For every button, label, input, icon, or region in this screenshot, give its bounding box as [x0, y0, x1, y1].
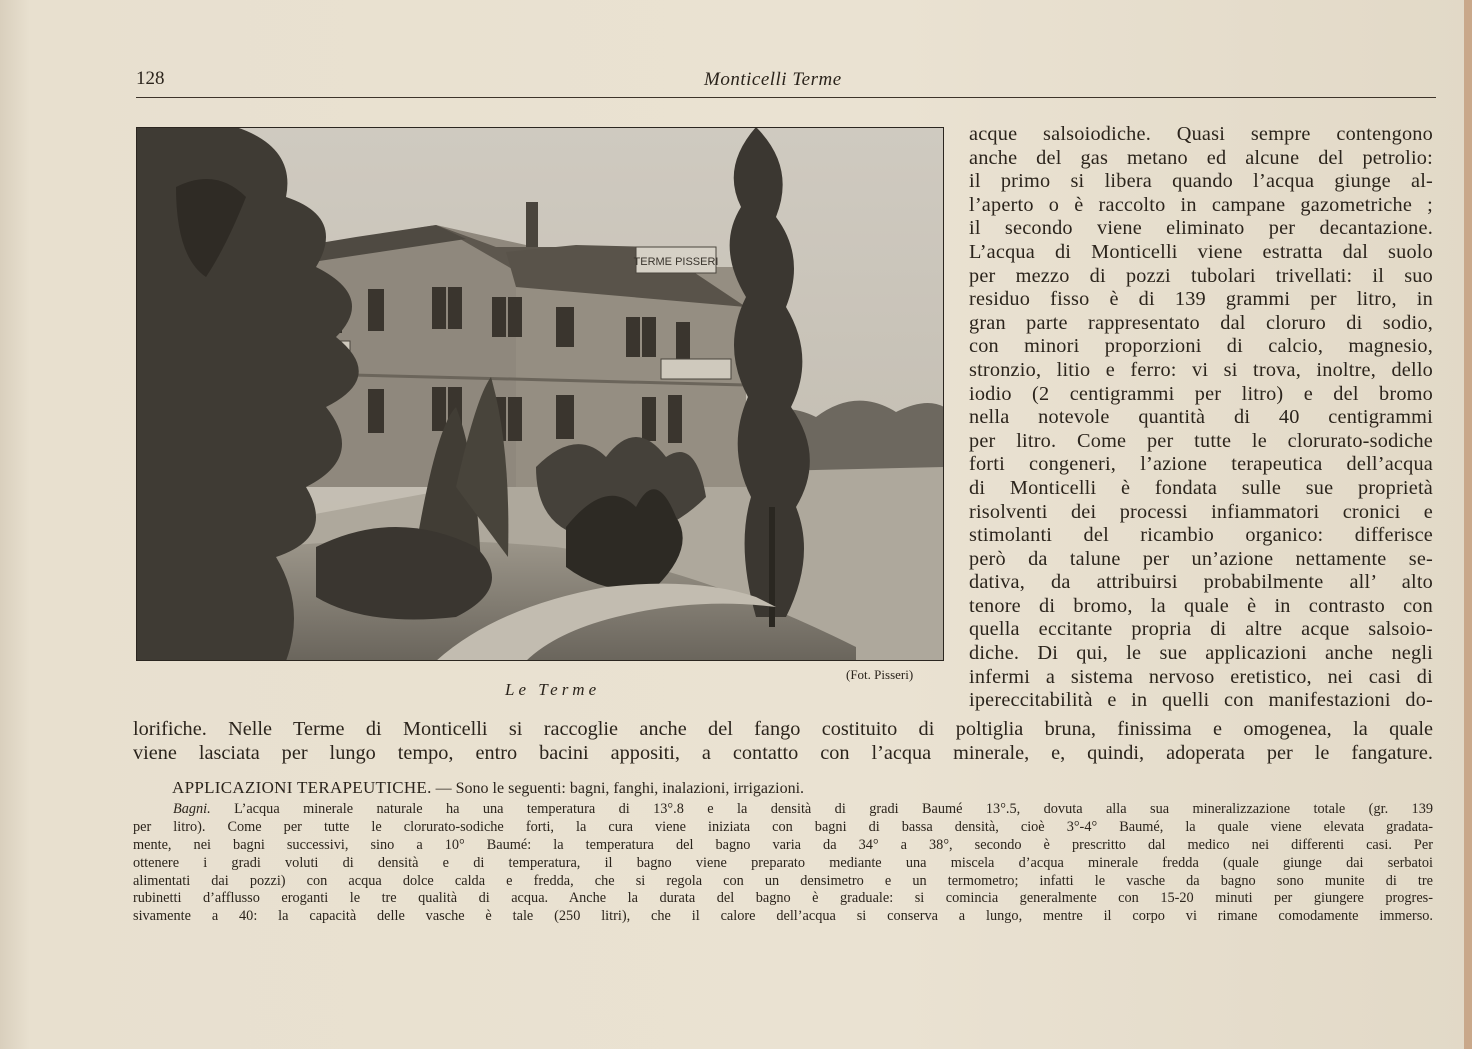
column-line: nella notevole quantità di 40 centigrammi — [969, 406, 1433, 429]
column-line: acque salsoiodiche. Quasi sempre contengono — [969, 123, 1433, 145]
applications-line — [172, 778, 804, 798]
column-line: diche. Di qui, le sue applicazioni anche negli — [969, 642, 1433, 665]
column-line: risolventi dei processi infiammatori cronici e — [969, 500, 1433, 523]
bagni-line: alimentati dai pozzi) con acqua dolce calda e fredda, che si regola con un densimetro e un termometro; infatti le vasche da bagno sono munite di tre — [133, 872, 1433, 889]
column-line: iodio (2 centigrammi per litro) e del bromo — [969, 382, 1433, 405]
column-line: quella eccitante propria di altre acque salsoio- — [969, 618, 1433, 641]
page-number: 128 — [136, 68, 165, 89]
column-line: però da talune per un’azione nettamente se- — [969, 547, 1433, 570]
column-line: per mezzo di pozzi tubolari trivellati: il suo — [969, 264, 1433, 287]
column-line: per litro. Come per tutte le clorurato-sodiche — [969, 429, 1433, 452]
column-line: anche del gas metano ed alcune del petrolio: — [969, 146, 1433, 169]
column-line: il primo si libera quando l’acqua giunge al- — [969, 170, 1433, 193]
column-line: il secondo viene eliminato per decantazione. — [969, 217, 1433, 240]
full-width-paragraph — [133, 718, 1433, 765]
column-line: infermi a sistema nervoso eretistico, nei casi di — [969, 665, 1433, 688]
building-sign — [634, 247, 719, 273]
body-column — [969, 123, 1433, 713]
paragraph-line: viene lasciata per lungo tempo, entro bacini appositi, a contatto con l’acqua minerale, e, quindi, adoperata per le fangature. — [133, 741, 1433, 764]
column-line: stimolanti del ricambio organico: differisce — [969, 524, 1433, 547]
column-line: dativa, da attribuirsi probabilmente all’ alto — [969, 571, 1433, 594]
applications-heading: APPLICAZIONI TERAPEUTICHE. — [172, 778, 432, 797]
column-line: residuo fisso è di 139 grammi per litro, in — [969, 288, 1433, 311]
bagni-line: rubinetti d’afflusso eroganti le tre qualità di acqua. Anche la durata del bagno è graduale: si comincia generalmente con 15-20 minuti per giungere progres- — [133, 890, 1433, 907]
running-title: Monticelli Terme — [704, 69, 842, 90]
page-header — [136, 68, 1436, 98]
bagni-first-line — [133, 801, 1433, 819]
column-line: L’acqua di Monticelli viene estratta dal suolo — [969, 240, 1433, 263]
paragraph-line: lorifiche. Nelle Terme di Monticelli si raccoglie anche del fango costituito di poltiglia bruna, finissima e omogenea, la quale — [133, 718, 1433, 740]
bagni-line: ottenere i gradi voluti di densità e di temperatura, il bagno viene preparato mediante una miscela d’acqua minerale fredda (quale giunge dai serbatoi — [133, 854, 1433, 871]
bagni-line: sivamente a 40: la capacità delle vasche è tale (250 litri), che il calore dell’acqua si conserva a lungo, mentre il corpo vi rimane comodamente immerso. — [133, 908, 1433, 925]
column-line: di Monticelli è fondata sulle sue proprietà — [969, 476, 1433, 499]
bagni-line: per litro). Come per tutte le clorurato-sodiche forti, la cura viene iniziata con bagni di bassa densità, cioè 3°-4° Baumé, la quale viene elevata gradata- — [133, 818, 1433, 835]
column-line: con minori proporzioni di calcio, magnesio, — [969, 335, 1433, 358]
column-line: tenore di bromo, la quale è in contrasto con — [969, 594, 1433, 617]
photo-terme — [136, 127, 944, 661]
photo-caption: Le Terme — [505, 680, 601, 699]
applications-text: — Sono le seguenti: bagni, fanghi, inalazioni, irrigazioni. — [435, 780, 805, 797]
column-line: l’aperto o è raccolto in campane gazometriche ; — [969, 193, 1433, 216]
column-line: gran parte rappresentato dal cloruro di sodio, — [969, 311, 1433, 334]
column-line: forti congeneri, l’azione terapeutica dell’acqua — [969, 453, 1433, 476]
page-edge — [1464, 0, 1472, 1049]
sign-text: TERME PISSERI — [633, 256, 719, 268]
bagni-line: mente, nei bagni successivi, sino a 10° Baumé: la temperatura del bagno varia da 34° a 38°, secondo è prescritto dal medico nei differenti casi. Per — [133, 836, 1433, 853]
bagni-paragraph — [133, 801, 1433, 926]
column-line: ipereccitabilità e in quelli con manifestazioni do- — [969, 689, 1433, 712]
bagni-label: Bagni. — [173, 801, 211, 817]
photo-credit: (Fot. Pisseri) — [846, 667, 914, 682]
chimney — [526, 202, 538, 247]
header-rule — [136, 97, 1436, 98]
photo-illustration — [136, 127, 944, 661]
column-line: stronzio, litio e ferro: vi si trova, inoltre, dello — [969, 358, 1433, 381]
bagni-first-text: L’acqua minerale naturale ha una temperatura di 13°.8 e la densità di gradi Baumé 13°.5, dovuta alla sua mineralizzazione totale (gr. 139 — [234, 801, 1433, 817]
